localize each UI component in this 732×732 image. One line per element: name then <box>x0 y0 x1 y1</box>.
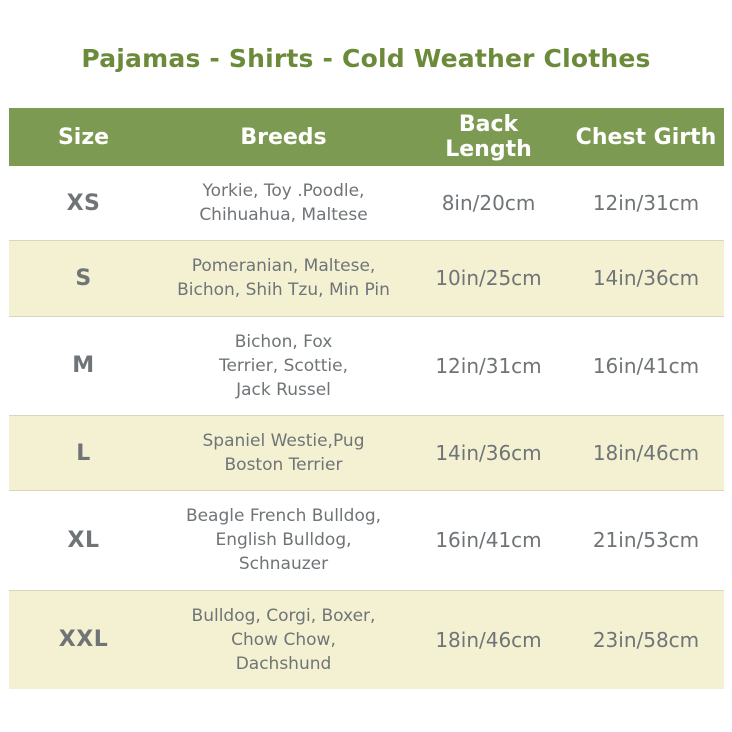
breed-line: Dachshund <box>235 653 332 674</box>
cell-back-length: 18in/46cm <box>435 627 542 652</box>
size-chart-table-wrapper <box>9 108 724 689</box>
cell-breeds <box>159 316 409 415</box>
cell-breeds <box>159 590 409 689</box>
column-header-chest-girth: Chest Girth <box>569 108 724 166</box>
cell-size: XS <box>9 166 159 241</box>
table-row <box>9 166 724 241</box>
breed-line: Beagle French Bulldog, <box>185 506 382 527</box>
cell-chest-girth: 21in/53cm <box>569 491 724 590</box>
table-row <box>9 590 724 689</box>
column-header-breeds: Breeds <box>159 108 409 166</box>
breed-line: Pomeranian, Maltese, <box>191 256 376 277</box>
breed-line: Chihuahua, Maltese <box>199 205 368 226</box>
cell-back-length: 10in/25cm <box>409 241 569 316</box>
breed-line: Bichon, Shih Tzu, Min Pin <box>177 280 390 301</box>
cell-back-length: 14in/36cm <box>409 415 569 490</box>
breed-line: Terrier, Scottie, <box>218 355 349 376</box>
breed-line: English Bulldog, <box>215 530 352 551</box>
cell-back-length: 12in/31cm <box>409 316 569 415</box>
breed-line: Spaniel Westie,Pug <box>202 430 365 451</box>
table-header-row <box>9 108 724 166</box>
cell-chest-girth: 18in/46cm <box>569 415 724 490</box>
page-title: Pajamas - Shirts - Cold Weather Clothes <box>81 44 651 73</box>
cell-back-length: 16in/41cm <box>409 491 569 590</box>
column-header-back-length: Back Length <box>409 108 569 166</box>
breed-line: Boston Terrier <box>224 455 343 475</box>
cell-chest-girth: 14in/36cm <box>569 241 724 316</box>
cell-chest-girth: 12in/31cm <box>569 166 724 241</box>
breed-line: Bichon, Fox <box>234 331 333 352</box>
table-row <box>9 316 724 415</box>
cell-breeds <box>159 166 409 241</box>
breed-line: Schnauzer <box>238 554 329 575</box>
table-row <box>9 491 724 590</box>
cell-size: M <box>9 316 159 415</box>
breed-line: Chow Chow, <box>231 629 336 650</box>
table-body <box>9 166 724 689</box>
table-header <box>9 108 724 166</box>
cell-chest-girth: 23in/58cm <box>592 627 700 652</box>
cell-breeds <box>159 241 409 316</box>
table-row <box>9 241 724 316</box>
cell-size: L <box>9 415 159 490</box>
table-row <box>9 415 724 490</box>
cell-size: XXL <box>58 627 109 653</box>
cell-back-length: 8in/20cm <box>409 166 569 241</box>
breed-line: Yorkie, Toy .Poodle, <box>202 181 365 201</box>
size-chart-table <box>9 108 724 689</box>
cell-breeds <box>159 491 409 590</box>
cell-breeds <box>159 415 409 490</box>
breed-line: Bulldog, Corgi, Boxer, <box>191 605 376 626</box>
breed-line: Jack Russel <box>236 379 331 400</box>
cell-size: S <box>9 241 159 316</box>
cell-size: XL <box>9 491 159 590</box>
cell-chest-girth: 16in/41cm <box>569 316 724 415</box>
column-header-size: Size <box>9 108 159 166</box>
